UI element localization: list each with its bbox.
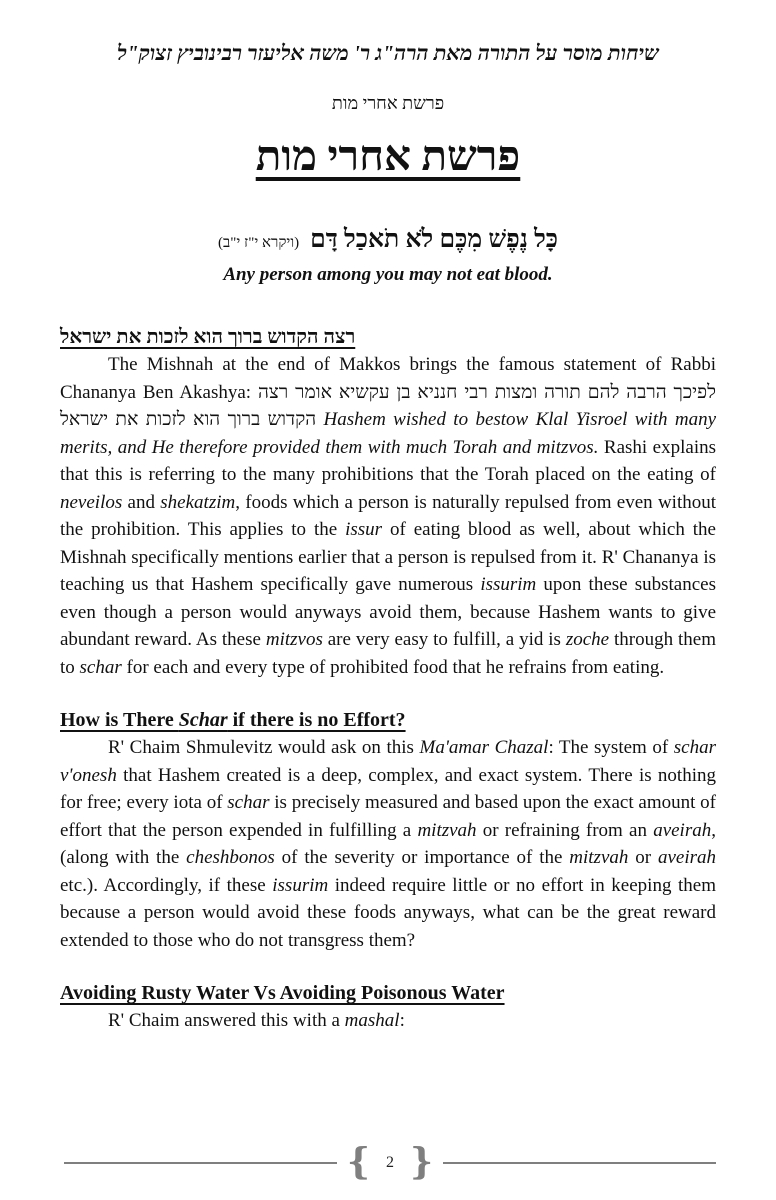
section-3 — [60, 980, 716, 1035]
page-title: פרשת אחרי מות — [255, 134, 521, 180]
pasuk-line — [60, 226, 716, 254]
section-3-paragraph: R' Chaim answered this with a mashal: — [108, 1010, 405, 1031]
document-header-parsha: פרשת אחרי מות — [331, 93, 445, 113]
footer-rule-left — [64, 1162, 337, 1164]
page-number: 2 — [386, 1154, 394, 1171]
section-1 — [60, 324, 716, 681]
section-3-heading: Avoiding Rusty Water Vs Avoiding Poisonous Water — [60, 982, 505, 1004]
pasuk-translation: Any person among you may not eat blood. — [223, 264, 553, 285]
footer-rule-right — [443, 1162, 716, 1164]
section-2 — [60, 707, 716, 954]
section-2-paragraph: R' Chaim Shmulevitz would ask on this Ma'amar Chazal: The system of schar v'onesh that Hashem created is a deep, complex, and exact system. There is nothing for free; every iota of schar is precisely measured and based upon the exact amount of effort that the person expended in fulfilling a mitzvah or refraining from an aveirah, (along with the cheshbonos of the severity or importance of the mitzvah or aveirah etc.). Accordingly, if these issurim indeed require little or no effort in keeping them because a person would avoid these foods anyways, what can be the great reward extended to those who do not transgress them? — [60, 737, 717, 951]
section-2-heading: How is There Schar if there is no Effort? — [60, 709, 406, 731]
pasuk-hebrew-text: כָּל נֶפֶשׁ מִכֶּם לֹא תֹאכַל דָּם — [310, 226, 558, 253]
page-number-left-bracket: { — [346, 1141, 370, 1183]
section-1-heading: רצה הקדוש ברוך הוא לזכות את ישראל — [60, 326, 356, 348]
page-footer — [64, 1140, 716, 1186]
document-header-title: שיחות מוסר על התורה מאת הרה"ג ר' משה אליעזר רבינוביץ זצוק"ל — [117, 41, 659, 65]
pasuk-citation: (ויקרא י"ז י"ב) — [217, 235, 300, 251]
page-title-wrap — [60, 132, 716, 182]
section-1-paragraph: The Mishnah at the end of Makkos brings the famous statement of Rabbi Chananya Ben Akashya: לפיכך הרבה להם תורה ומצות רבי חנניא בן עקשיא אומר רצה הקדוש ברוך הוא לזכות את ישראל Hashem wished to bestow Klal Yisroel with many merits, and He therefore provided them with much Torah and mitzvos. Rashi explains that this is referring to the many prohibitions that the Torah placed on the eating of neveilos and shekatzim, foods which a person is naturally repulsed from even without the prohibition. This applies to the issur of eating blood as well, about which the Mishnah specifically mentions earlier that a person is repulsed from it. R' Chananya is teaching us that Hashem specifically gave numerous issurim upon these substances even though a person would anyways avoid them, because Hashem wants to give abundant reward. As these mitzvos are very easy to fulfill, a yid is zoche through them to schar for each and every type of prohibited food that he refrains from eating. — [60, 354, 717, 678]
page-number-right-bracket: } — [410, 1141, 434, 1183]
